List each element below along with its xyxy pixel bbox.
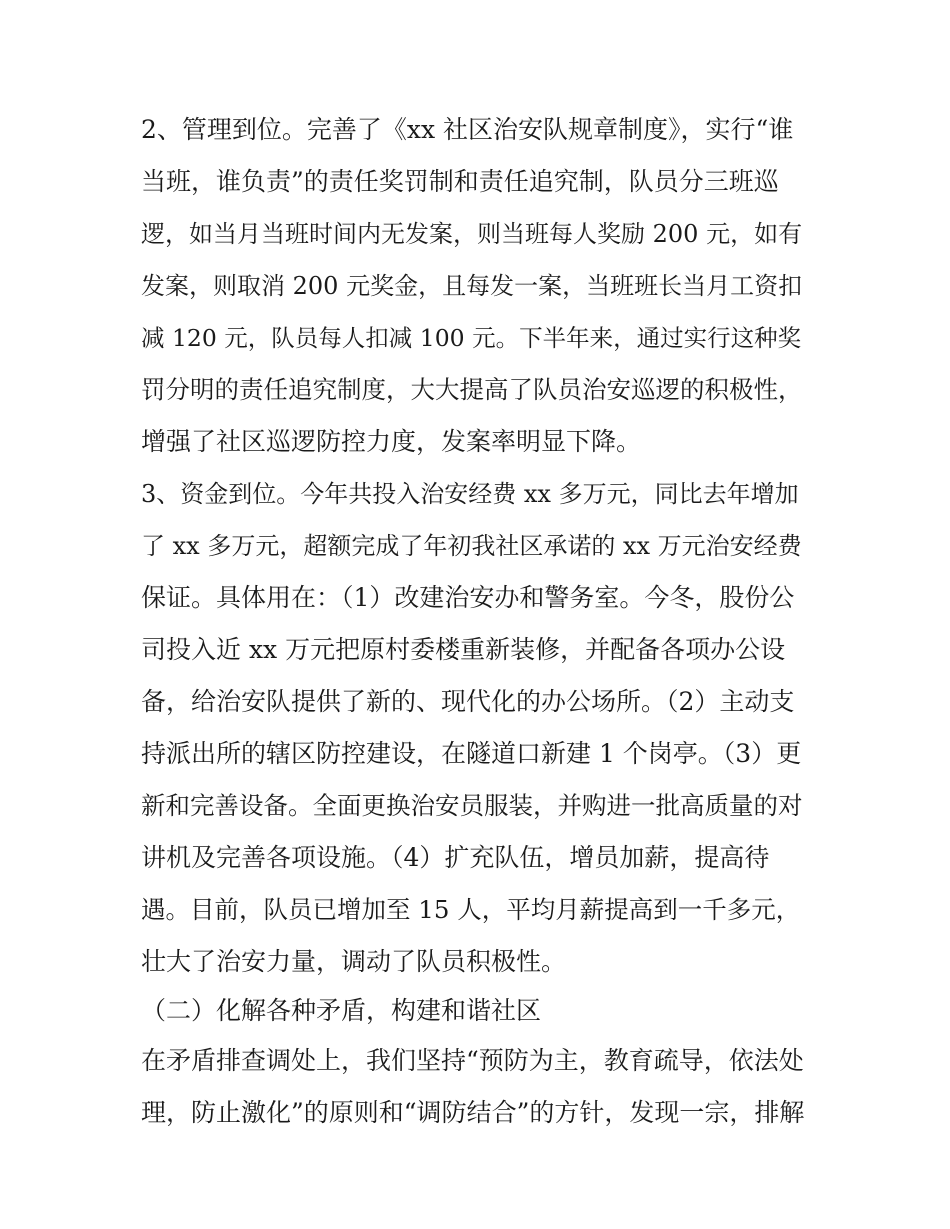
text-line: 在矛盾排查调处上，我们坚持“预防为主，教育疏导，依法处 [141, 1046, 804, 1075]
text-line: 新和完善设备。全面更换治安员服装，并购进一批高质量的对 [141, 791, 803, 820]
text-line: 发案，则取消 200 元奖金，且每发一案，当班班长当月工资扣 [141, 272, 803, 300]
text-line: 理，防止激化”的原则和“调防结合”的方针，发现一宗，排解 [141, 1098, 805, 1127]
text-line: 保证。具体用在：（1）改建治安办和警务室。今冬，股份公 [141, 583, 795, 612]
text-line: 罚分明的责任追究制度，大大提高了队员治安巡逻的积极性， [141, 375, 803, 404]
text-line: 逻，如当月当班时间内无发案，则当班每人奖励 200 元，如有 [141, 220, 803, 248]
section-heading: （二）化解各种矛盾，构建和谐社区 [141, 996, 542, 1025]
text-line: 讲机及完善各项设施。（4）扩充队伍，增员加薪，提高待 [141, 843, 770, 872]
text-line: 壮大了治安力量，调动了队员积极性。 [141, 947, 567, 976]
text-line: 了 xx 多万元，超额完成了年初我社区承诺的 xx 万元治安经费 [141, 532, 802, 560]
text-line: 2、管理到位。完善了《xx 社区治安队规章制度》，实行“谁 [141, 115, 794, 144]
text-line: 当班，谁负责”的责任奖罚制和责任追究制，队员分三班巡 [141, 167, 779, 196]
text-line: 3、资金到位。今年共投入治安经费 xx 多万元，同比去年增加 [141, 480, 799, 508]
text-line: 增强了社区巡逻防控力度，发案率明显下降。 [141, 427, 642, 456]
text-line: 遇。目前，队员已增加至 15 人，平均月薪提高到一千多元， [141, 895, 801, 924]
text-line: 司投入近 xx 万元把原村委楼重新装修，并配备各项办公设 [141, 635, 786, 664]
text-line: 持派出所的辖区防控建设，在隧道口新建 1 个岗亭。（3）更 [141, 739, 802, 768]
text-line: 备，给治安队提供了新的、现代化的办公场所。（2）主动支 [141, 687, 795, 716]
text-line: 减 120 元，队员每人扣减 100 元。下半年来，通过实行这种奖 [141, 324, 802, 352]
